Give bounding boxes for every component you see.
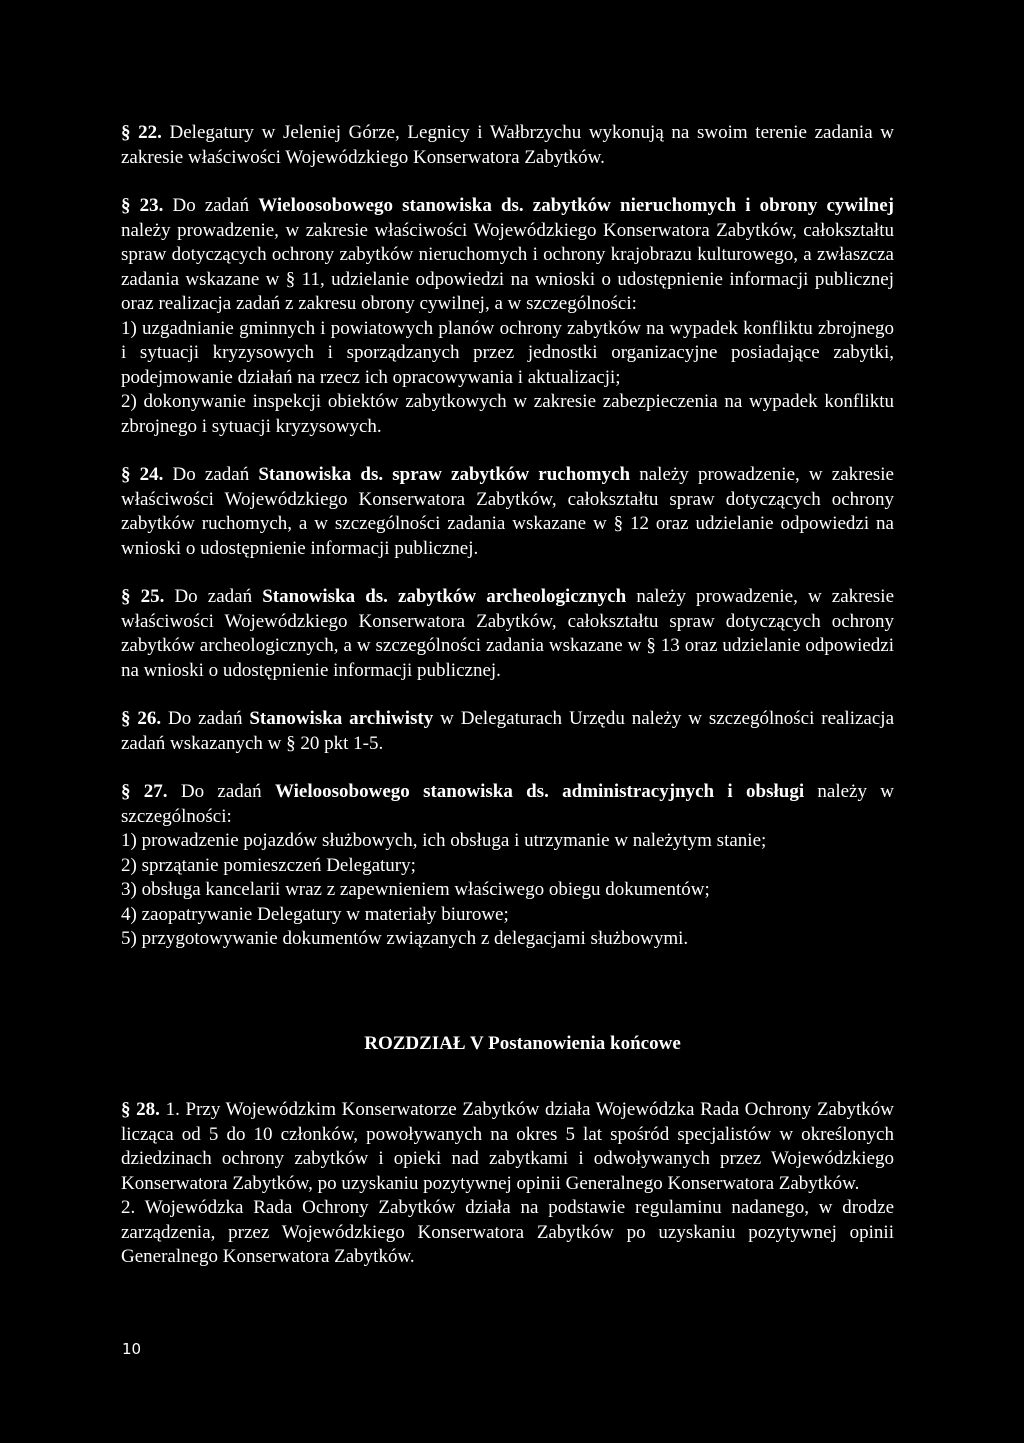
section-text: Do zadań xyxy=(163,195,259,216)
section-number: § 22. xyxy=(121,122,162,143)
section-number: § 27. xyxy=(121,781,168,802)
section-text: Do zadań xyxy=(167,781,275,802)
page-number: 10 xyxy=(122,1340,142,1358)
section-text: Do zadań xyxy=(163,464,259,485)
unit-name: Wieloosobowego stanowiska ds. zabytków nieruchomych i obrony cywilnej xyxy=(258,195,894,216)
section-number: § 25. xyxy=(121,586,165,607)
section-paragraph xyxy=(121,780,894,829)
section-text: Do zadań xyxy=(164,586,263,607)
section-text: Delegatury w Jeleniej Górze, Legnicy i Wałbrzychu wykonują na swoim terenie zadania w zakresie właściwości Wojewódzkiego Konserwatora Zabytków. xyxy=(121,122,894,168)
unit-name: Stanowiska archiwisty xyxy=(249,708,434,729)
unit-name: Stanowiska ds. spraw zabytków ruchomych xyxy=(258,464,631,485)
list-item: 1) uzgadnianie gminnych i powiatowych planów ochrony zabytków na wypadek konfliktu zbrojnego i sytuacji kryzysowych i sporządzanych przez jednostki organizacyjne posiadające zabytki, podejmowanie działań na rzecz ich opracowywania i aktualizacji; xyxy=(121,317,894,388)
section-26 xyxy=(121,707,894,756)
list-item: 2) sprzątanie pomieszczeń Delegatury; xyxy=(121,854,416,876)
section-text: Do zadań xyxy=(161,708,250,729)
section-24 xyxy=(121,463,894,561)
list-item: 4) zaopatrywanie Delegatury w materiały biurowe; xyxy=(121,903,509,925)
section-number: § 23. xyxy=(121,195,164,216)
document-page xyxy=(121,121,894,1270)
section-number: § 28. xyxy=(121,1099,160,1120)
unit-name: Stanowiska ds. zabytków archeologicznych xyxy=(262,586,627,607)
section-27 xyxy=(121,780,894,952)
section-28 xyxy=(121,1098,894,1270)
section-23 xyxy=(121,194,894,439)
list-item: 1) prowadzenie pojazdów służbowych, ich obsługa i utrzymanie w należytym stanie; xyxy=(121,830,767,851)
section-number: § 26. xyxy=(121,708,162,729)
section-text: należy prowadzenie, w zakresie właściwości Wojewódzkiego Konserwatora Zabytków, całokształtu spraw dotyczących ochrony zabytków nieruchomych i ochrony krajobrazu kulturowego, a zwłaszcza zadania wskazane w § 11, udzielanie odpowiedzi na wnioski o udostępnienie informacji publicznej oraz realizacja zadań z zakresu obrony cywilnej, a w szczególności: xyxy=(121,219,894,314)
section-25 xyxy=(121,585,894,683)
list-item: 5) przygotowywanie dokumentów związanych z delegacjami służbowymi. xyxy=(121,928,689,949)
chapter-heading: ROZDZIAŁ V Postanowienia końcowe xyxy=(364,1032,681,1054)
section-22 xyxy=(121,121,894,170)
unit-name: Wieloosobowego stanowiska ds. administracyjnych i obsługi xyxy=(275,781,805,802)
section-text: w Delegaturach Urzędu należy w szczególności realizacja zadań wskazanych w § 20 pkt 1-5. xyxy=(121,708,894,754)
section-text: należy prowadzenie, w zakresie właściwości Wojewódzkiego Konserwatora Zabytków, całokształtu spraw dotyczących ochrony zabytków archeologicznych, a w szczególności zadania wskazane w § 13 oraz udzielanie odpowiedzi na wnioski o udostępnienie informacji publicznej. xyxy=(121,586,895,681)
section-paragraph xyxy=(121,194,894,317)
section-paragraph xyxy=(121,1098,894,1196)
section-text: należy prowadzenie, w zakresie właściwości Wojewódzkiego Konserwatora Zabytków, całokształtu spraw dotyczących ochrony zabytków ruchomych, a w szczególności zadania wskazane w § 12 oraz udzielanie odpowiedzi na wnioski o udostępnienie informacji publicznej. xyxy=(121,464,894,559)
section-paragraph: 2. Wojewódzka Rada Ochrony Zabytków działa na podstawie regulaminu nadanego, w drodze zarządzenia, przez Wojewódzkiego Konserwatora Zabytków po uzyskaniu pozytywnej opinii Generalnego Konserwatora Zabytków. xyxy=(121,1197,894,1267)
section-number: § 24. xyxy=(121,464,164,485)
list-item: 2) dokonywanie inspekcji obiektów zabytkowych w zakresie zabezpieczenia na wypadek konfliktu zbrojnego i sytuacji kryzysowych. xyxy=(121,391,894,437)
section-text: należy w szczególności: xyxy=(121,781,894,827)
section-text: 1. Przy Wojewódzkim Konserwatorze Zabytków działa Wojewódzka Rada Ochrony Zabytków licząca od 5 do 10 członków, powoływanych na okres 5 lat spośród specjalistów w określonych dziedzinach ochrony zabytków i opieki nad zabytkami i odwoływanych przez Wojewódzkiego Konserwatora Zabytków, po uzyskaniu pozytywnej opinii Generalnego Konserwatora Zabytków. xyxy=(121,1099,894,1194)
list-item: 3) obsługa kancelarii wraz z zapewnieniem właściwego obiegu dokumentów; xyxy=(121,879,710,900)
